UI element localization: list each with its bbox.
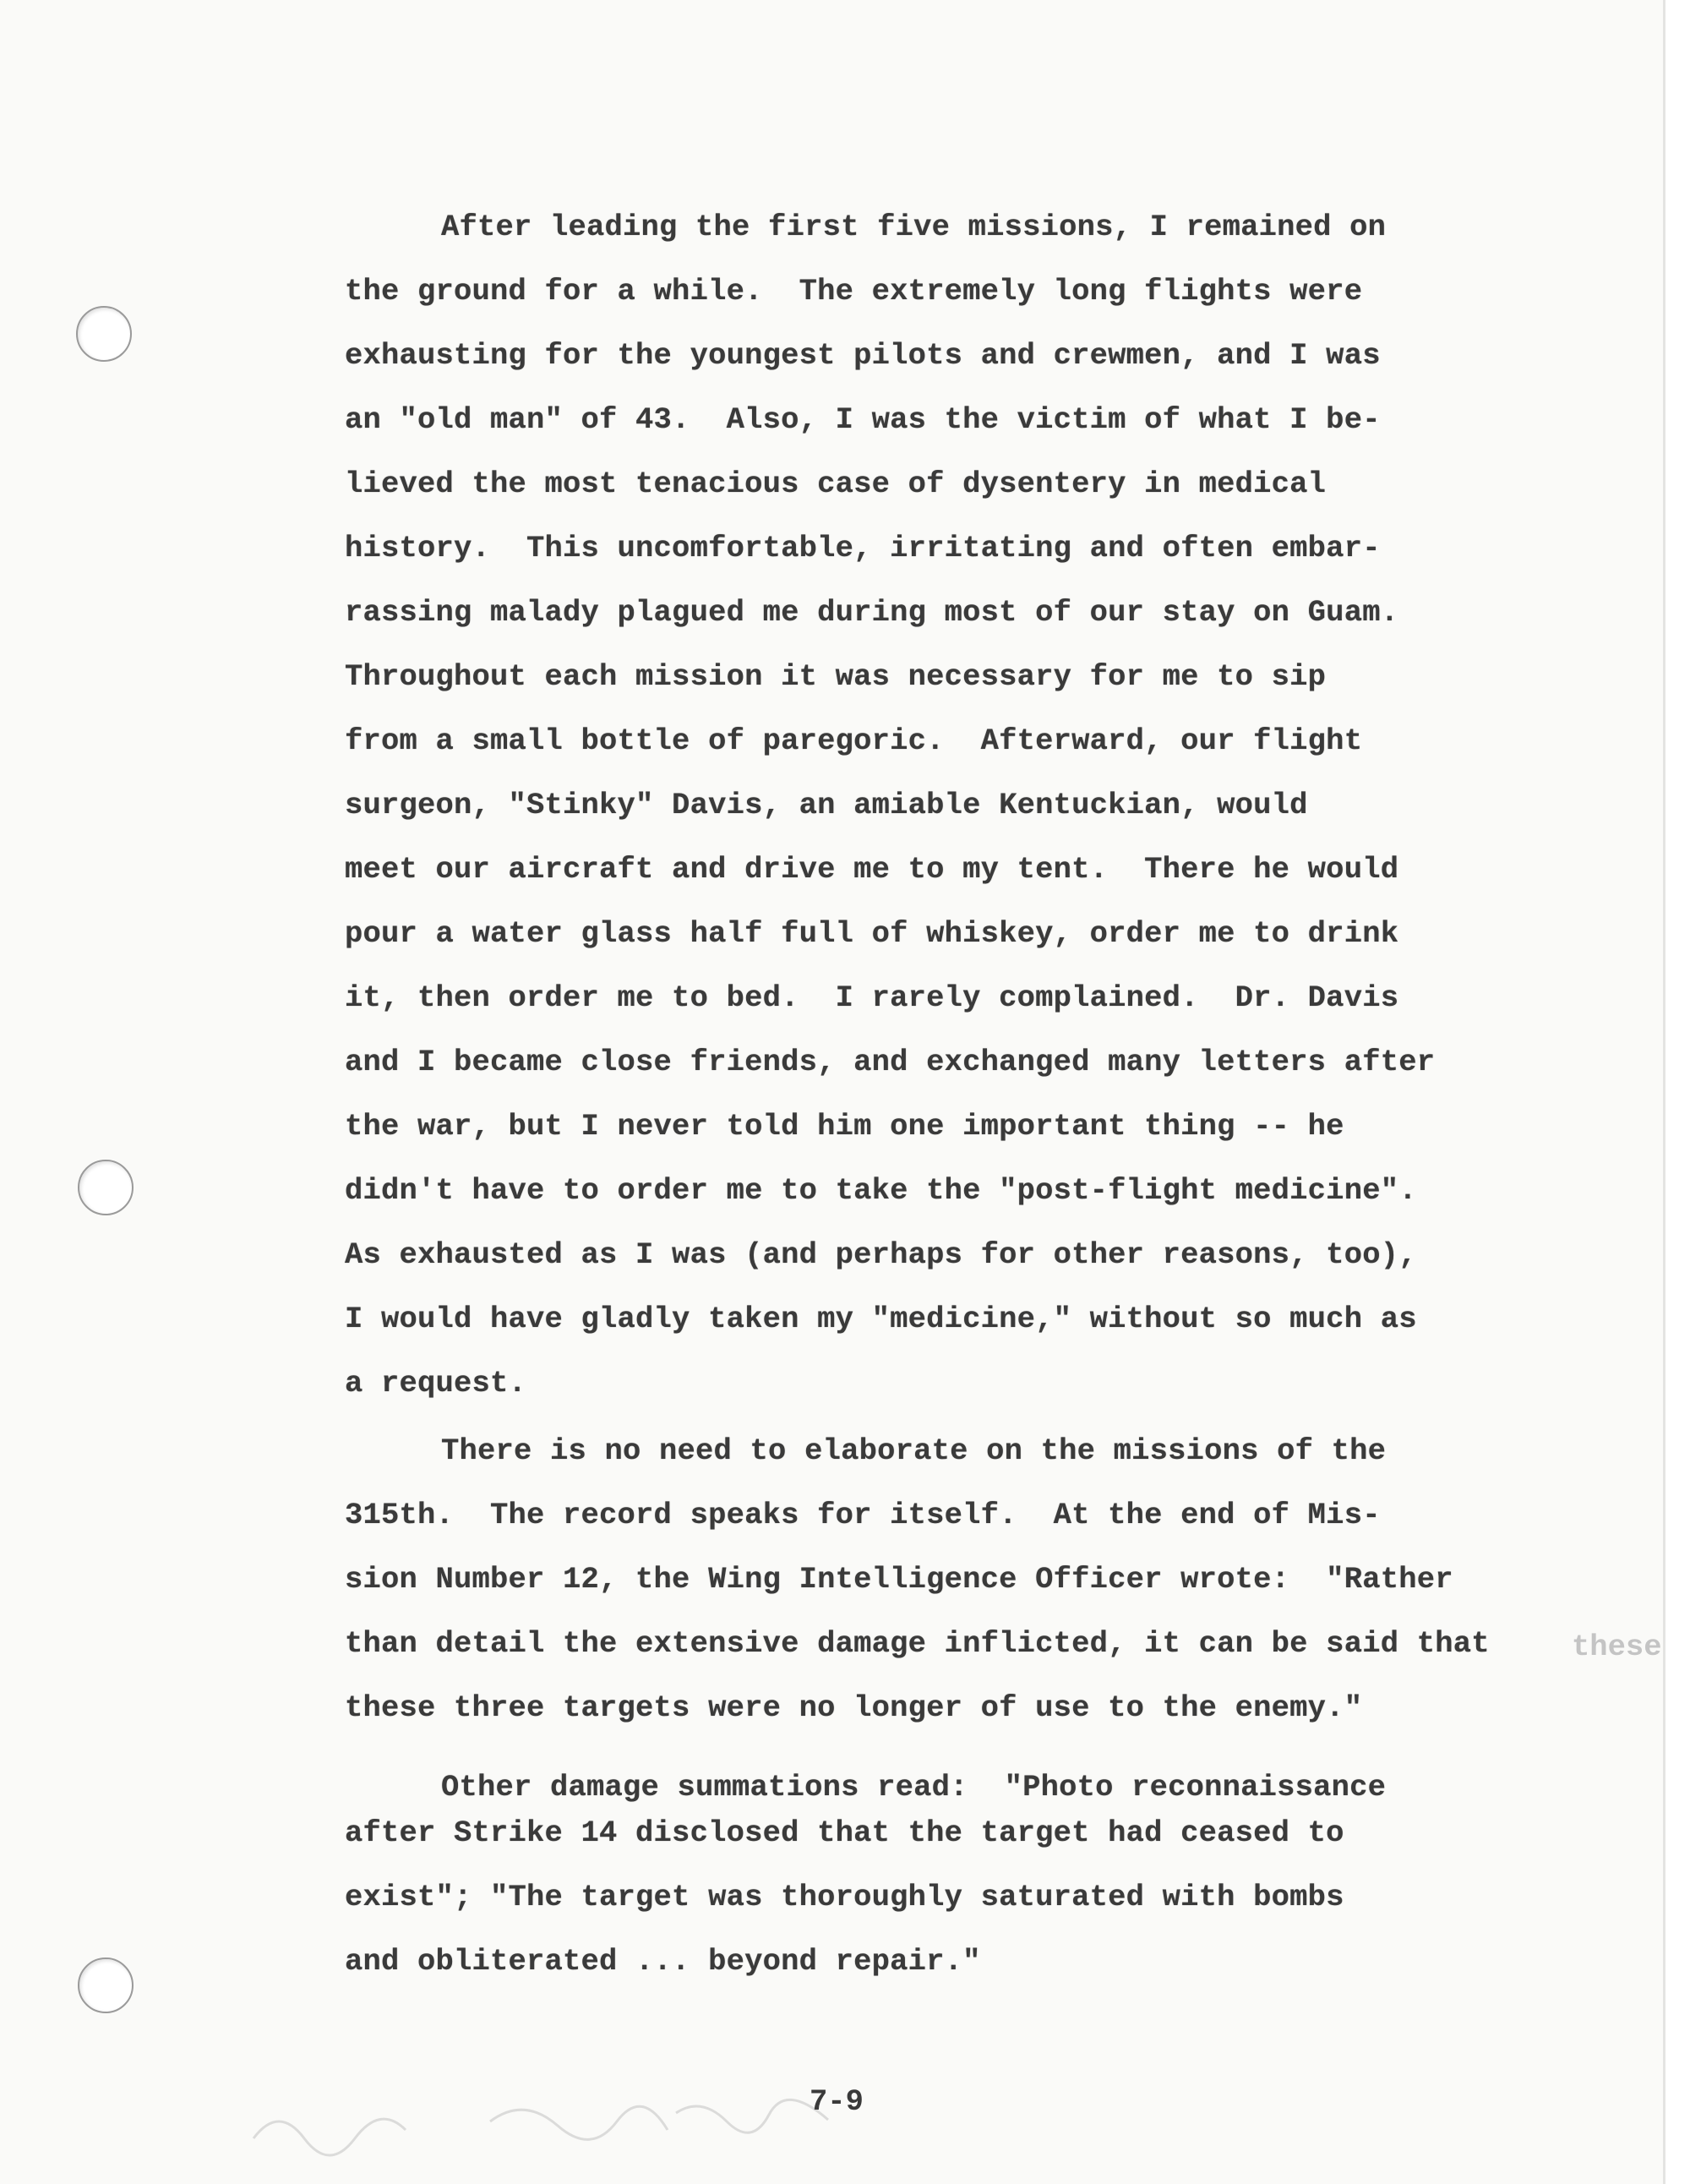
- paragraph-3-line-2: after Strike 14 disclosed that the target had ceased to: [345, 1815, 1344, 1850]
- paragraph-1-line-12: pour a water glass half full of whiskey, order me to drink: [345, 916, 1399, 951]
- paragraph-1-line-14: and I became close friends, and exchanged many letters after: [345, 1045, 1436, 1079]
- paragraph-2-line-2: 315th. The record speaks for itself. At the end of Mis-: [345, 1498, 1381, 1532]
- paragraph-1-line-2: the ground for a while. The extremely long flights were: [345, 274, 1363, 308]
- paragraph-1-line-17: As exhausted as I was (and perhaps for other reasons, too),: [345, 1237, 1417, 1272]
- paragraph-2-line-1: There is no need to elaborate on the missions of the: [441, 1433, 1387, 1468]
- paragraph-1-line-9: from a small bottle of paregoric. Afterward, our flight: [345, 723, 1363, 758]
- paragraph-1-line-11: meet our aircraft and drive me to my tent. There he would: [345, 852, 1399, 887]
- paragraph-1-line-10: surgeon, "Stinky" Davis, an amiable Kentuckian, would: [345, 788, 1308, 822]
- paragraph-2-line-4: than detail the extensive damage inflicted, it can be said that: [345, 1626, 1490, 1661]
- paragraph-1-line-8: Throughout each mission it was necessary for me to sip: [345, 659, 1327, 694]
- page-number: 7-9: [810, 2083, 864, 2119]
- paragraph-3-line-4: and obliterated ... beyond repair.": [345, 1944, 981, 1979]
- paragraph-1-line-16: didn't have to order me to take the "post-flight medicine".: [345, 1173, 1417, 1208]
- paragraph-1-line-15: the war, but I never told him one important thing -- he: [345, 1109, 1344, 1144]
- faint-handwriting-bleed: [237, 2062, 997, 2164]
- paragraph-1-line-19: a request.: [345, 1366, 527, 1400]
- paragraph-1-line-4: an "old man" of 43. Also, I was the victim of what I be-: [345, 402, 1381, 437]
- paragraph-3-line-3: exist"; "The target was thoroughly saturated with bombs: [345, 1880, 1344, 1914]
- paragraph-1-line-18: I would have gladly taken my "medicine," without so much as: [345, 1302, 1417, 1336]
- paragraph-1-line-5: lieved the most tenacious case of dysentery in medical: [345, 467, 1327, 501]
- paragraph-1-line-3: exhausting for the youngest pilots and crewmen, and I was: [345, 338, 1381, 373]
- offpage-text-fragment: these: [1572, 1630, 1662, 1664]
- paragraph-1-line-6: history. This uncomfortable, irritating and often embar-: [345, 531, 1381, 565]
- paragraph-1-line-13: it, then order me to bed. I rarely complained. Dr. Davis: [345, 980, 1399, 1015]
- paragraph-2-line-5: these three targets were no longer of use to the enemy.": [345, 1690, 1363, 1725]
- paragraph-3-line-1: Other damage summations read: "Photo reconnaissance: [441, 1770, 1387, 1805]
- paragraph-1-line-1: After leading the first five missions, I remained on: [441, 210, 1387, 244]
- paragraph-1-line-7: rassing malady plagued me during most of our stay on Guam.: [345, 595, 1399, 630]
- punch-hole: [78, 1160, 134, 1215]
- punch-hole: [78, 1957, 134, 2013]
- paragraph-2-line-3: sion Number 12, the Wing Intelligence Officer wrote: "Rather: [345, 1562, 1453, 1597]
- punch-hole: [76, 306, 132, 362]
